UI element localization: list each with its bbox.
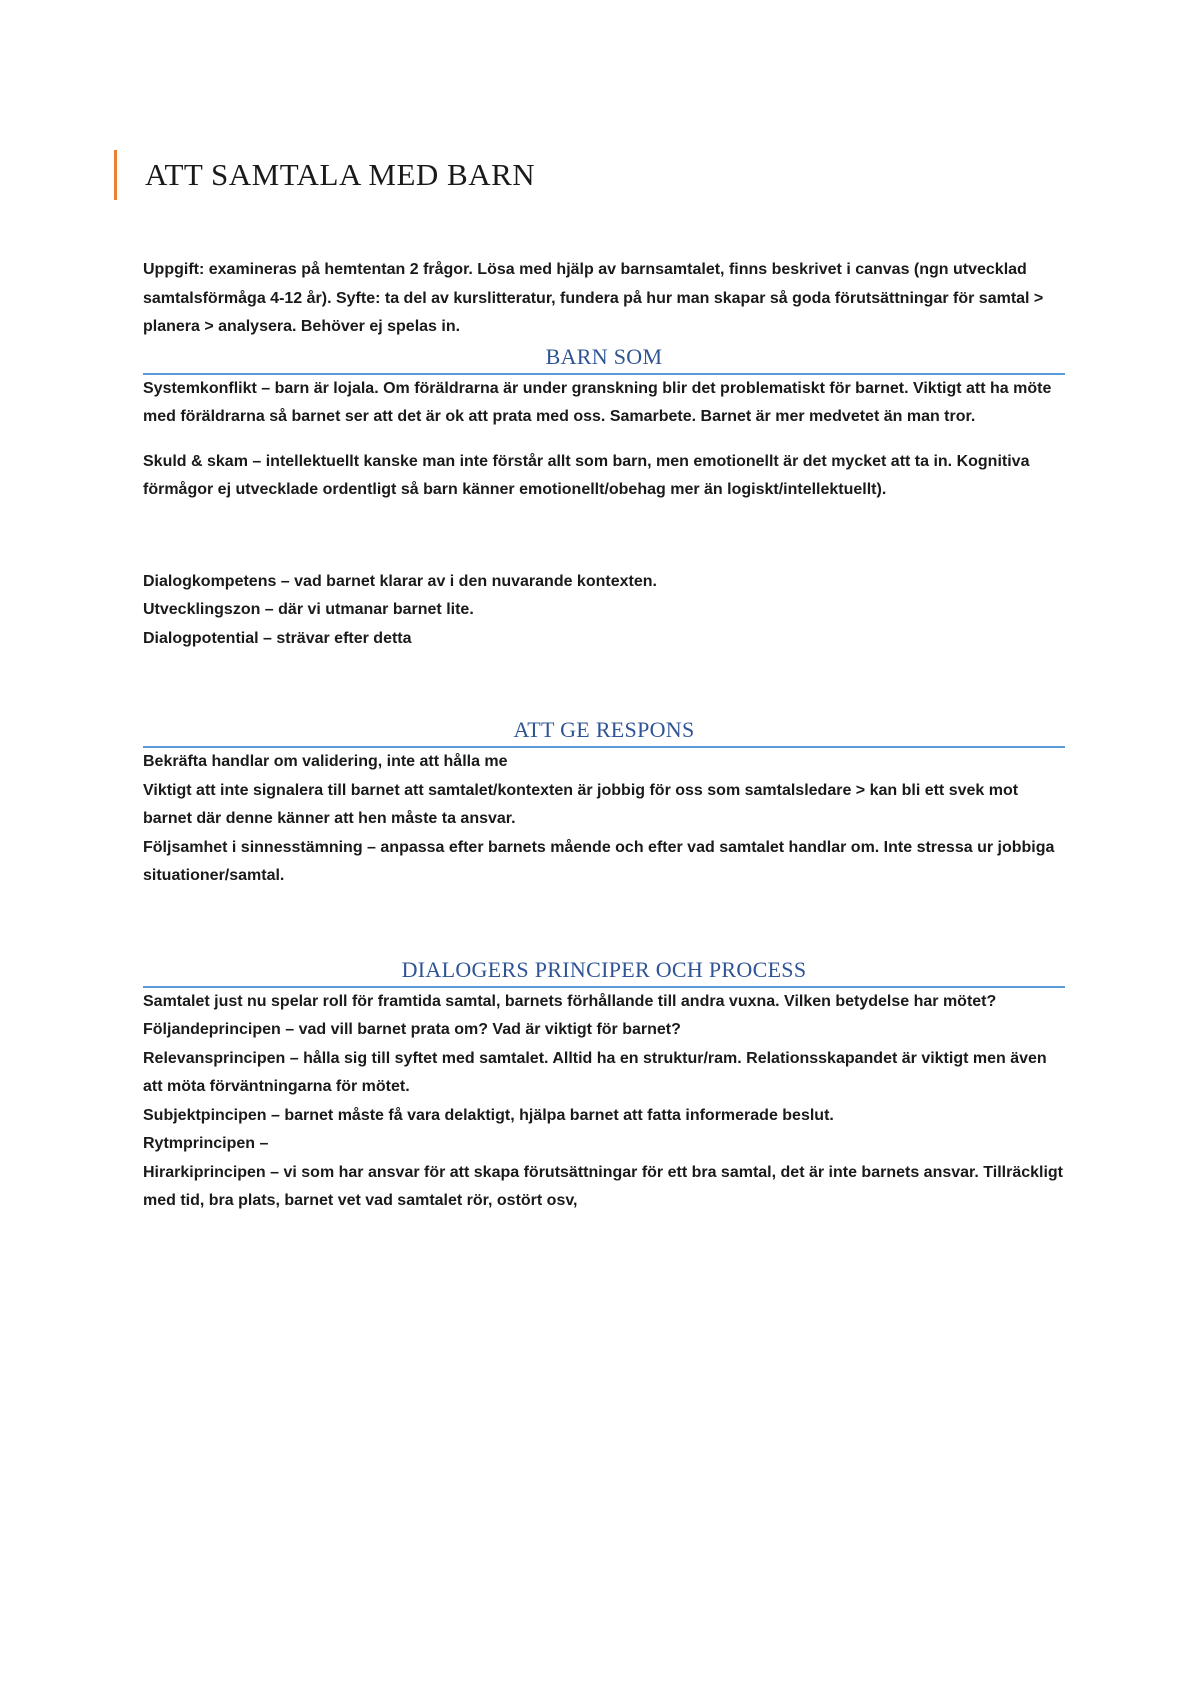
paragraph-bekrafta: Bekräfta handlar om validering, inte att hålla me bbox=[143, 753, 508, 770]
paragraph-skuld-skam: Skuld & skam – intellektuellt kanske man inte förstår allt som barn, men emotionellt är det mycket att ta in. Kognitiva förmågor ej utvecklade ordentligt så barn känner emotionellt/obehag mer än logiskt/intellektuellt). bbox=[143, 452, 1030, 498]
paragraph-dialogpotential: Dialogpotential – strävar efter detta bbox=[143, 629, 412, 647]
paragraph-foljsamhet: Följsamhet i sinnesstämning – anpassa efter barnets mående och efter vad samtalet handlar om. Inte stressa ur jobbiga situationer/samtal. bbox=[143, 838, 1055, 884]
document-body bbox=[143, 256, 1065, 1216]
section-heading-dialogers-principer: DIALOGERS PRINCIPER OCH PROCESS bbox=[143, 955, 1065, 988]
intro-paragraph: Uppgift: examineras på hemtentan 2 frågor. Lösa med hjälp av barnsamtalet, finns beskrivet i canvas (ngn utvecklad samtalsförmåga 4-12 år). Syfte: ta del av kurslitteratur, fundera på hur man skapar så goda förutsättningar för samtal > planera > analysera. Behöver ej spelas in. bbox=[143, 261, 1044, 335]
document-title: ATT SAMTALA MED BARN bbox=[145, 157, 536, 192]
paragraph-utvecklingszon: Utvecklingszon – där vi utmanar barnet lite. bbox=[143, 601, 474, 618]
paragraph-foljandeprincipen: Följandeprincipen – vad vill barnet prata om? Vad är viktigt för barnet? bbox=[143, 1021, 681, 1038]
title-accent-bar bbox=[114, 150, 117, 200]
paragraph-hirarkiprincipen: Hirarkiprincipen – vi som har ansvar för att skapa förutsättningar för ett bra samtal, det är inte barnets ansvar. Tillräckligt med tid, bra plats, barnet vet vad samtalet rör, ostört osv, bbox=[143, 1163, 1063, 1209]
section-heading-barn-som: BARN SOM bbox=[143, 342, 1065, 375]
paragraph-rytmprincipen: Rytmprincipen – bbox=[143, 1135, 269, 1152]
paragraph-dialogkompetens: Dialogkompetens – vad barnet klarar av i den nuvarande kontexten. bbox=[143, 572, 657, 590]
paragraph-signalera: Viktigt att inte signalera till barnet att samtalet/kontexten är jobbig för oss som samtalsledare > kan bli ett svek mot barnet där denne känner att hen måste ta ansvar. bbox=[143, 781, 1019, 827]
paragraph-subjektpincipen: Subjektpincipen – barnet måste få vara delaktigt, hjälpa barnet att fatta informerade beslut. bbox=[143, 1106, 834, 1124]
paragraph-systemkonflikt: Systemkonflikt – barn är lojala. Om föräldrarna är under granskning blir det problematiskt för barnet. Viktigt att ha möte med föräldrarna så barnet ser att det är ok att prata med oss. Samarbete. Barnet är mer medvetet än man tror. bbox=[143, 379, 1052, 425]
paragraph-samtalet-just-nu: Samtalet just nu spelar roll för framtida samtal, barnets förhållande till andra vuxna. Vilken betydelse har mötet? bbox=[143, 992, 997, 1010]
title-block bbox=[114, 150, 535, 200]
paragraph-relevansprincipen: Relevansprincipen – hålla sig till syftet med samtalet. Alltid ha en struktur/ram. Relationsskapandet är viktigt men även att möta förväntningarna för mötet. bbox=[143, 1049, 1047, 1095]
section-heading-att-ge-respons: ATT GE RESPONS bbox=[143, 715, 1065, 748]
